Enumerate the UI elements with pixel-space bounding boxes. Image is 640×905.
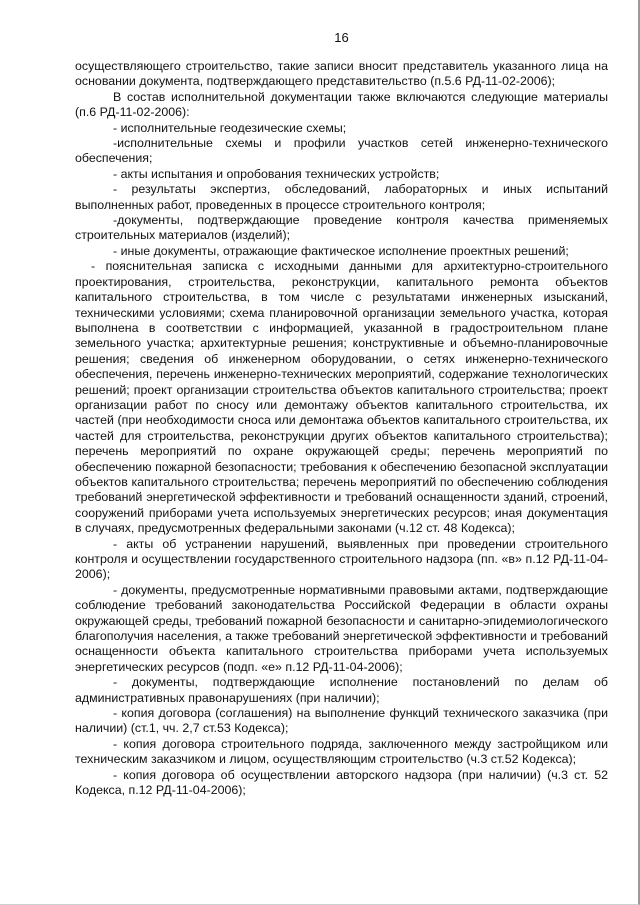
list-item: - пояснительная записка с исходными данными для архитектурно-строительного проектирования, строительства, реконструкции, капитального ремонта объектов капитального строительства, в том числе с результатами инженерных изысканий, техническими условиями; схема планировочной организации земельного участка, которая выполнена в соответствии с информацией, указанной в градостроительном плане земельного участка; архитектурные решения; конструктивные и объемно-планировочные решения; сведения об инженерном оборудовании, о сетях инженерно-технического обеспечения, перечень инженерно-технических мероприятий, содержание технологических решений; проект организации строительства объектов капитального строительства; проект организации работ по сносу или демонтажу объектов капитального строительства, их частей (при необходимости сноса или демонтажа объектов капитального строительства, их частей для строительства, реконструкции других объектов капитального строительства); перечень мероприятий по охране окружающей среды; перечень мероприятий по обеспечению пожарной безопасности; требования к обеспечению безопасной эксплуатации объектов капитального строительства; перечень мероприятий по обеспечению соблюдения требований энергетической эффективности и требований оснащенности зданий, строений, сооружений приборами учета используемых энергетических ресурсов; иная документация в случаях, предусмотренных федеральными законами (ч.12 ст. 48 Кодекса); <box>75 259 608 536</box>
list-item: - исполнительные геодезические схемы; <box>113 120 347 135</box>
list-item: - документы, подтверждающие исполнение постановлений по делам об административных правонарушениях (при наличии); <box>75 675 608 705</box>
paragraph: осуществляющего строительство, такие записи вносит представитель указанного лица на основании документа, подтверждающего представительство (п.5.6 РД-11-02-2006); <box>75 59 608 89</box>
list-item: -документы, подтверждающие проведение контроля качества применяемых строительных материалов (изделий); <box>75 213 608 243</box>
page-number: 16 <box>334 30 349 45</box>
document-body <box>75 59 608 799</box>
list-item: - копия договора об осуществлении авторского надзора (при наличии) (ч.3 ст. 52 Кодекса, п.12 РД-11-04-2006); <box>75 767 608 798</box>
list-item: -исполнительные схемы и профили участков сетей инженерно-технического обеспечения; <box>75 136 608 166</box>
list-item: - копия договора (соглашения) на выполнение функций технического заказчика (при наличии) (ст.1, чч. 2,7 ст.53 Кодекса); <box>75 706 608 736</box>
paragraph: В состав исполнительной документации также включаются следующие материалы (п.6 РД-11-02-2006): <box>75 89 608 120</box>
list-item: - документы, предусмотренные нормативными правовыми актами, подтверждающие соблюдение требований законодательства Российской Федерации в области охраны окружающей среды, требований пожарной безопасности и санитарно-эпидемиологического благополучия населения, а также требований энергетической эффективности и требований оснащенности объекта капитального строительства приборами учета используемых энергетических ресурсов (подп. «е» п.12 РД-11-04-2006); <box>75 582 608 674</box>
list-item: - акты испытания и опробования технических устройств; <box>113 166 440 181</box>
list-item: - копия договора строительного подряда, заключенного между застройщиком или техническим заказчиком и лицом, осуществляющим строительство (ч.3 ст.52 Кодекса); <box>75 736 608 767</box>
list-item: - акты об устранении нарушений, выявленных при проведении строительного контроля и осуществлении государственного строительного надзора (пп. «в» п.12 РД-11-04-2006); <box>75 536 608 582</box>
list-item: - результаты экспертиз, обследований, лабораторных и иных испытаний выполненных работ, проведенных в процессе строительного контроля; <box>75 182 608 212</box>
list-item: - иные документы, отражающие фактическое исполнение проектных решений; <box>113 243 569 258</box>
